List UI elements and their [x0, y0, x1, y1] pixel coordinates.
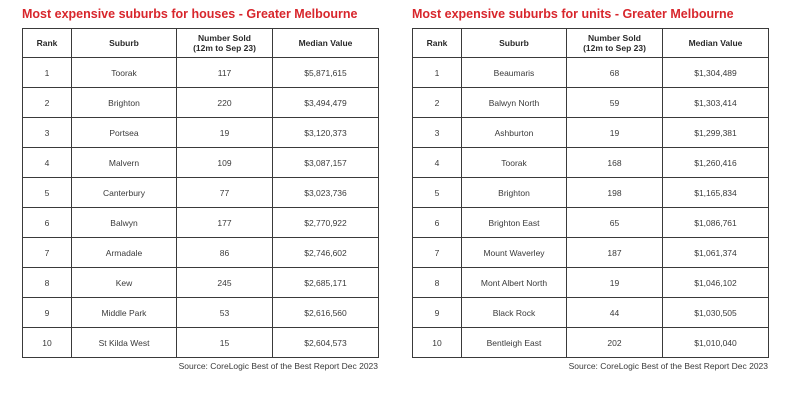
cell-median-value: $1,061,374	[663, 238, 769, 268]
houses-header-number-sold: Number Sold (12m to Sep 23)	[177, 29, 273, 58]
cell-number-sold: 44	[567, 298, 663, 328]
table-row	[23, 148, 379, 178]
cell-number-sold: 117	[177, 58, 273, 88]
houses-panel	[22, 0, 380, 371]
cell-suburb: St Kilda West	[72, 328, 177, 358]
cell-suburb: Canterbury	[72, 178, 177, 208]
cell-suburb: Portsea	[72, 118, 177, 148]
cell-rank: 2	[413, 88, 462, 118]
cell-rank: 8	[23, 268, 72, 298]
cell-number-sold: 198	[567, 178, 663, 208]
units-panel	[412, 0, 770, 371]
table-row	[23, 58, 379, 88]
units-source-note: Source: CoreLogic Best of the Best Report Dec 2023	[568, 361, 768, 371]
table-row	[413, 148, 769, 178]
table-row	[413, 208, 769, 238]
table-row	[413, 298, 769, 328]
cell-suburb: Armadale	[72, 238, 177, 268]
cell-rank: 6	[23, 208, 72, 238]
cell-suburb: Bentleigh East	[462, 328, 567, 358]
cell-suburb: Black Rock	[462, 298, 567, 328]
units-header-suburb: Suburb	[462, 29, 567, 58]
cell-rank: 3	[23, 118, 72, 148]
cell-median-value: $5,871,615	[273, 58, 379, 88]
units-header-rank: Rank	[413, 29, 462, 58]
table-row	[413, 58, 769, 88]
units-title: Most expensive suburbs for units - Greater Melbourne	[412, 7, 734, 21]
cell-suburb: Balwyn North	[462, 88, 567, 118]
cell-suburb: Ashburton	[462, 118, 567, 148]
cell-number-sold: 187	[567, 238, 663, 268]
cell-number-sold: 19	[567, 268, 663, 298]
cell-median-value: $3,023,736	[273, 178, 379, 208]
cell-number-sold: 59	[567, 88, 663, 118]
cell-median-value: $1,260,416	[663, 148, 769, 178]
cell-suburb: Toorak	[72, 58, 177, 88]
cell-number-sold: 245	[177, 268, 273, 298]
cell-suburb: Malvern	[72, 148, 177, 178]
cell-median-value: $2,685,171	[273, 268, 379, 298]
cell-number-sold: 86	[177, 238, 273, 268]
cell-median-value: $2,604,573	[273, 328, 379, 358]
cell-median-value: $1,046,102	[663, 268, 769, 298]
cell-rank: 4	[23, 148, 72, 178]
cell-median-value: $1,086,761	[663, 208, 769, 238]
units-header-row	[413, 29, 769, 58]
houses-table-body	[23, 58, 379, 358]
table-row	[413, 238, 769, 268]
table-row	[413, 268, 769, 298]
table-row	[23, 88, 379, 118]
cell-number-sold: 65	[567, 208, 663, 238]
cell-median-value: $3,087,157	[273, 148, 379, 178]
cell-rank: 1	[23, 58, 72, 88]
cell-number-sold: 19	[567, 118, 663, 148]
cell-number-sold: 15	[177, 328, 273, 358]
cell-median-value: $1,010,040	[663, 328, 769, 358]
table-row	[23, 268, 379, 298]
cell-median-value: $1,165,834	[663, 178, 769, 208]
cell-suburb: Brighton East	[462, 208, 567, 238]
cell-suburb: Mount Waverley	[462, 238, 567, 268]
table-row	[23, 118, 379, 148]
cell-median-value: $1,299,381	[663, 118, 769, 148]
cell-suburb: Brighton	[462, 178, 567, 208]
cell-median-value: $3,494,479	[273, 88, 379, 118]
cell-suburb: Kew	[72, 268, 177, 298]
houses-source-note: Source: CoreLogic Best of the Best Report Dec 2023	[178, 361, 378, 371]
cell-rank: 10	[413, 328, 462, 358]
cell-rank: 2	[23, 88, 72, 118]
cell-rank: 9	[413, 298, 462, 328]
cell-rank: 9	[23, 298, 72, 328]
cell-suburb: Balwyn	[72, 208, 177, 238]
table-row	[23, 178, 379, 208]
table-row	[413, 88, 769, 118]
cell-number-sold: 202	[567, 328, 663, 358]
cell-number-sold: 177	[177, 208, 273, 238]
cell-median-value: $2,746,602	[273, 238, 379, 268]
cell-rank: 6	[413, 208, 462, 238]
cell-number-sold: 168	[567, 148, 663, 178]
cell-suburb: Middle Park	[72, 298, 177, 328]
cell-rank: 7	[413, 238, 462, 268]
table-row	[413, 178, 769, 208]
houses-header-median-value: Median Value	[273, 29, 379, 58]
cell-rank: 7	[23, 238, 72, 268]
units-header-median-value: Median Value	[663, 29, 769, 58]
cell-median-value: $1,030,505	[663, 298, 769, 328]
cell-suburb: Brighton	[72, 88, 177, 118]
units-table	[412, 28, 769, 358]
cell-rank: 8	[413, 268, 462, 298]
table-row	[23, 208, 379, 238]
table-row	[413, 328, 769, 358]
cell-rank: 1	[413, 58, 462, 88]
cell-number-sold: 19	[177, 118, 273, 148]
cell-rank: 5	[23, 178, 72, 208]
cell-number-sold: 53	[177, 298, 273, 328]
units-header-number-sold: Number Sold (12m to Sep 23)	[567, 29, 663, 58]
cell-median-value: $1,304,489	[663, 58, 769, 88]
houses-header-rank: Rank	[23, 29, 72, 58]
table-row	[23, 238, 379, 268]
cell-number-sold: 109	[177, 148, 273, 178]
cell-suburb: Toorak	[462, 148, 567, 178]
cell-rank: 10	[23, 328, 72, 358]
table-row	[23, 298, 379, 328]
cell-suburb: Beaumaris	[462, 58, 567, 88]
cell-number-sold: 68	[567, 58, 663, 88]
cell-rank: 5	[413, 178, 462, 208]
cell-number-sold: 77	[177, 178, 273, 208]
cell-median-value: $1,303,414	[663, 88, 769, 118]
cell-suburb: Mont Albert North	[462, 268, 567, 298]
houses-table	[22, 28, 379, 358]
cell-median-value: $2,770,922	[273, 208, 379, 238]
cell-median-value: $3,120,373	[273, 118, 379, 148]
cell-number-sold: 220	[177, 88, 273, 118]
cell-median-value: $2,616,560	[273, 298, 379, 328]
cell-rank: 4	[413, 148, 462, 178]
houses-title: Most expensive suburbs for houses - Greater Melbourne	[22, 7, 358, 21]
table-row	[23, 328, 379, 358]
table-row	[413, 118, 769, 148]
houses-header-suburb: Suburb	[72, 29, 177, 58]
cell-rank: 3	[413, 118, 462, 148]
units-table-body	[413, 58, 769, 358]
houses-header-row	[23, 29, 379, 58]
